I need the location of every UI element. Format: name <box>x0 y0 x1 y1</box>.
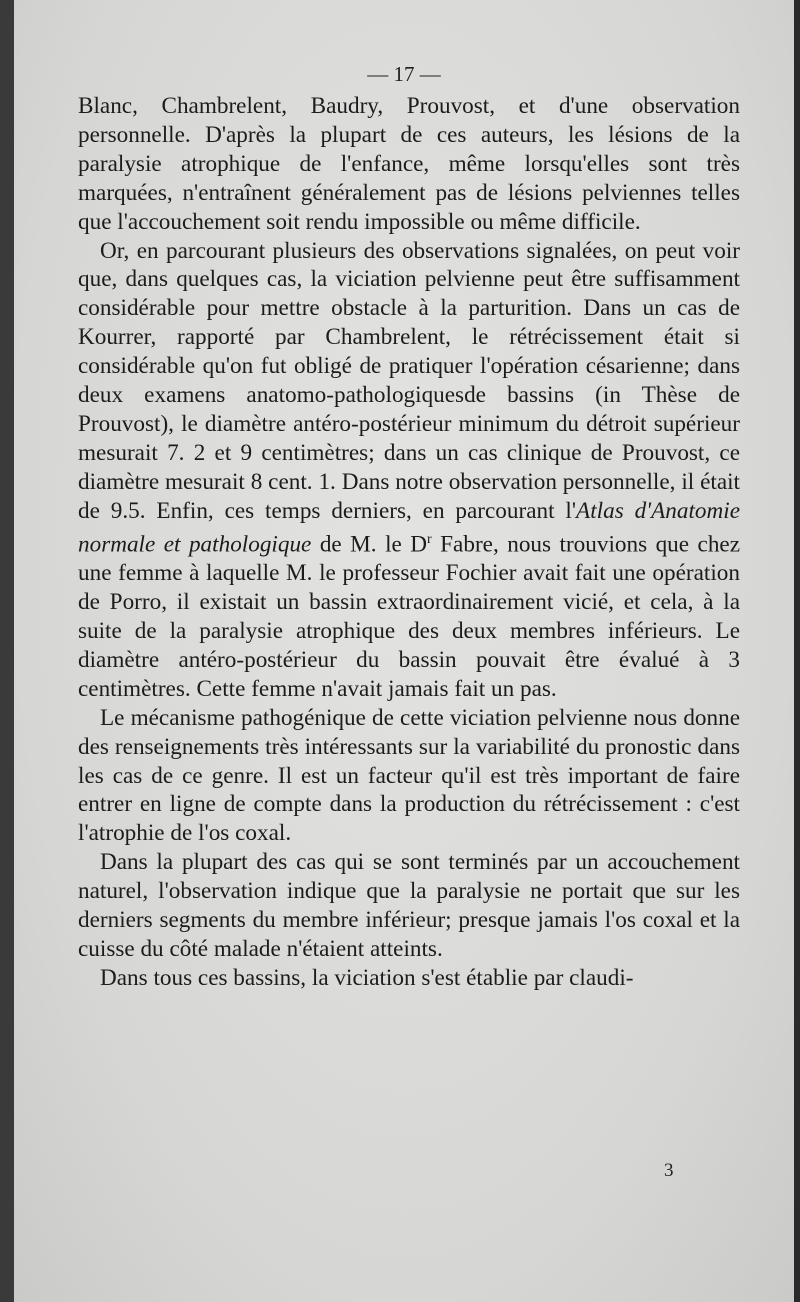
page-number: — 17 — <box>367 62 441 86</box>
page-edge <box>794 0 800 1302</box>
paragraph-4: Dans la plupart des cas qui se sont terminés par un accouchement naturel, l'observation indique que la paralysie ne portait que sur les derniers segments du membre inférieur; presque jamais l'os coxal et la cuisse du côté malade n'étaient atteints. <box>78 849 740 963</box>
paragraph-3: Le mécanisme pathogénique de cette viciation pelvienne nous donne des renseignements très intéressants sur la variabilité du pronostic dans les cas de ce genre. Il est un facteur qu'il est très important de faire entrer en ligne de compte dans la production du rétrécissement : c'est l'atrophie de l'os coxal. <box>78 704 740 847</box>
paragraph-2-text-a: Or, en parcourant plusieurs des observations signalées, on peut voir que, dans quelques cas, la viciation pelvienne peut être suffisamment considérable pour mettre obstacle à la parturition. Dans un cas de Kourrer, rapporté par Chambrelent, le rétrécissement était si considérable qu'on fut obligé de pratiquer l'opération césarienne; dans deux examens anatomo-pathologiquesde bassins (in Thèse de Prouvost), le diamètre antéro-postérieur minimum du détroit supérieur mesurait 7. 2 et 9 centimètres; dans un cas clinique de Prouvost, ce diamètre mesurait 8 cent. 1. Dans notre observation personnelle, il était de 9.5. Enfin, ces temps derniers, en parcourant l' <box>78 237 740 524</box>
paragraph-5: Dans tous ces bassins, la viciation s'est établie par claudi- <box>100 964 634 991</box>
paragraph-1: Blanc, Chambrelent, Baudry, Prouvost, et d'une observation personnelle. D'après la plupart de ces auteurs, les lésions de la paralysie atrophique de l'enfance, même lorsqu'elles sont très marquées, n'entraînent généralement pas de lésions pelviennes telles que l'accouchement soit rendu impossible ou même difficile. <box>78 93 740 235</box>
doctor-superscript: r <box>427 531 432 547</box>
book-page <box>14 0 794 1302</box>
body-text <box>78 92 740 993</box>
signature-mark: 3 <box>664 1160 674 1181</box>
atlas-title: Atlas d'Anatomie normale et pathologique <box>78 497 741 558</box>
paragraph-2-text-c: Fabre, nous trouvions que chez une femme à laquelle M. le professeur Fochier avait fait une opération de Porro, il existait un bassin extraordinairement vicié, et cela, à la suite de la paralysie atrophique des deux membres inférieurs. Le diamètre antéro-postérieur du bassin pouvait être évalué à 3 centimètres. Cette femme n'avait jamais fait un pas. <box>78 531 740 702</box>
paragraph-2-text-b: de M. le D <box>311 531 428 558</box>
paragraph-2 <box>78 237 740 704</box>
